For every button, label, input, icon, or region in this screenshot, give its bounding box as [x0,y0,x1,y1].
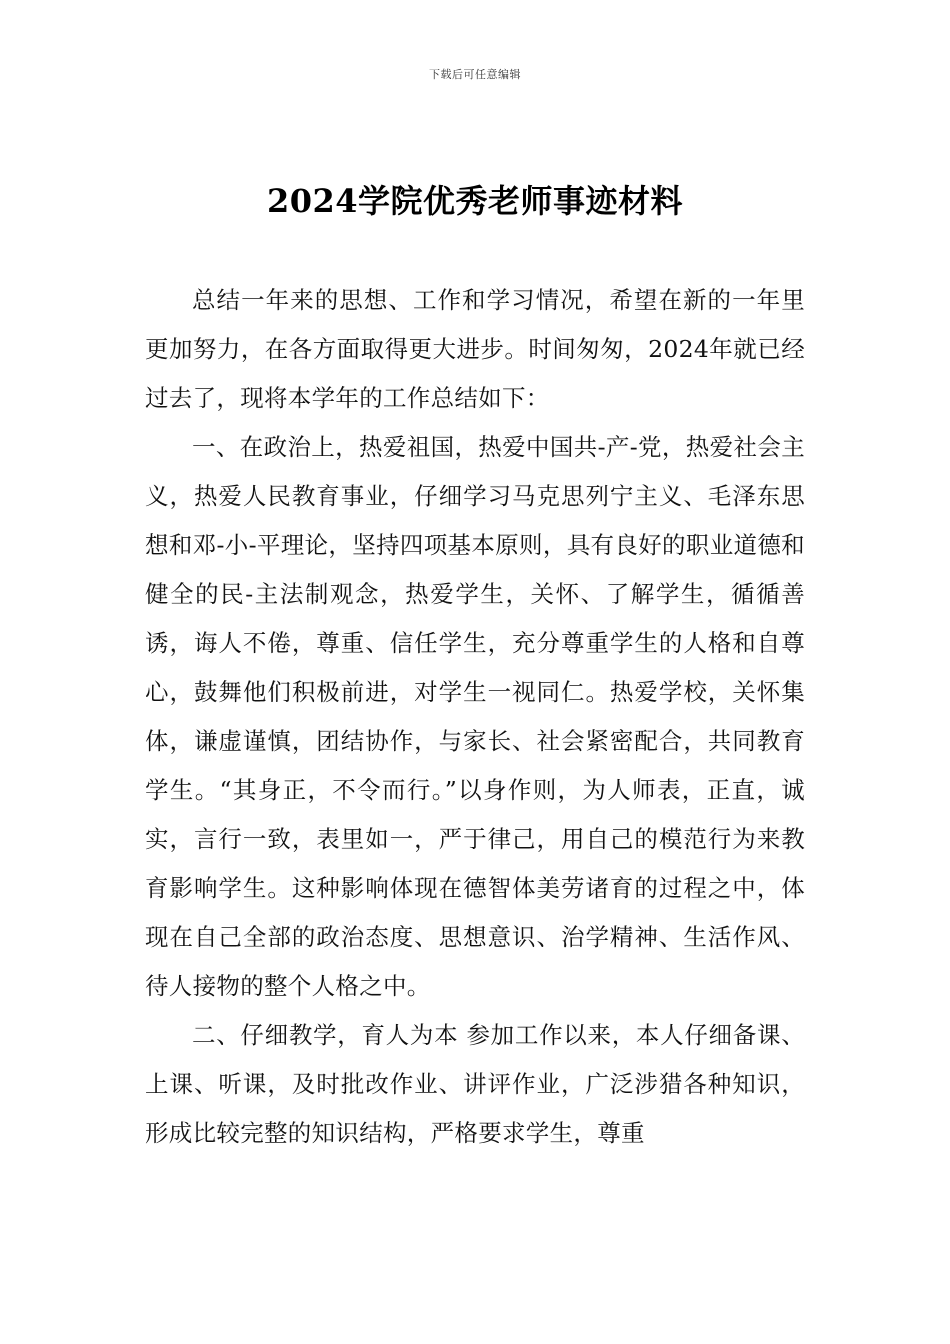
header-note: 下载后可任意编辑 [429,68,521,81]
paragraph-teaching: 二、仔细教学，育人为本 参加工作以来，本人仔细备课、上课、听课，及时批改作业、讲评作业，广泛涉猎各种知识，形成比较完整的知识结构，严格要求学生，尊重 [145,1021,805,1147]
document-body [145,276,805,1158]
paragraph-politics: 一、在政治上，热爱祖国，热爱中国共-产-党，热爱社会主义，热爱人民教育事业，仔细学习马克思列宁主义、毛泽东思想和邓-小-平理论，坚持四项基本原则，具有良好的职业道德和健全的民-主法制观念，热爱学生，关怀、了解学生，循循善诱，诲人不倦，尊重、信任学生，充分尊重学生的人格和自尊心，鼓舞他们积极前进，对学生一视同仁。热爱学校，关怀集体，谦虚谨慎，团结协作，与家长、社会紧密配合，共同教育学生。“其身正，不令而行。”以身作则，为人师表，正直，诚实，言行一致，表里如一，严于律己，用自己的模范行为来教育影响学生。这种影响体现在德智体美劳诸育的过程之中，体现在自己全部的政治态度、思想意识、治学精神、生活作风、待人接物的整个人格之中。 [145,433,805,1000]
paragraph-intro: 总结一年来的思想、工作和学习情况，希望在新的一年里更加努力，在各方面取得更大进步。时间匆匆，2024年就已经过去了，现将本学年的工作总结如下： [145,286,805,412]
document-title: 2024学院优秀老师事迹材料 [266,182,684,220]
